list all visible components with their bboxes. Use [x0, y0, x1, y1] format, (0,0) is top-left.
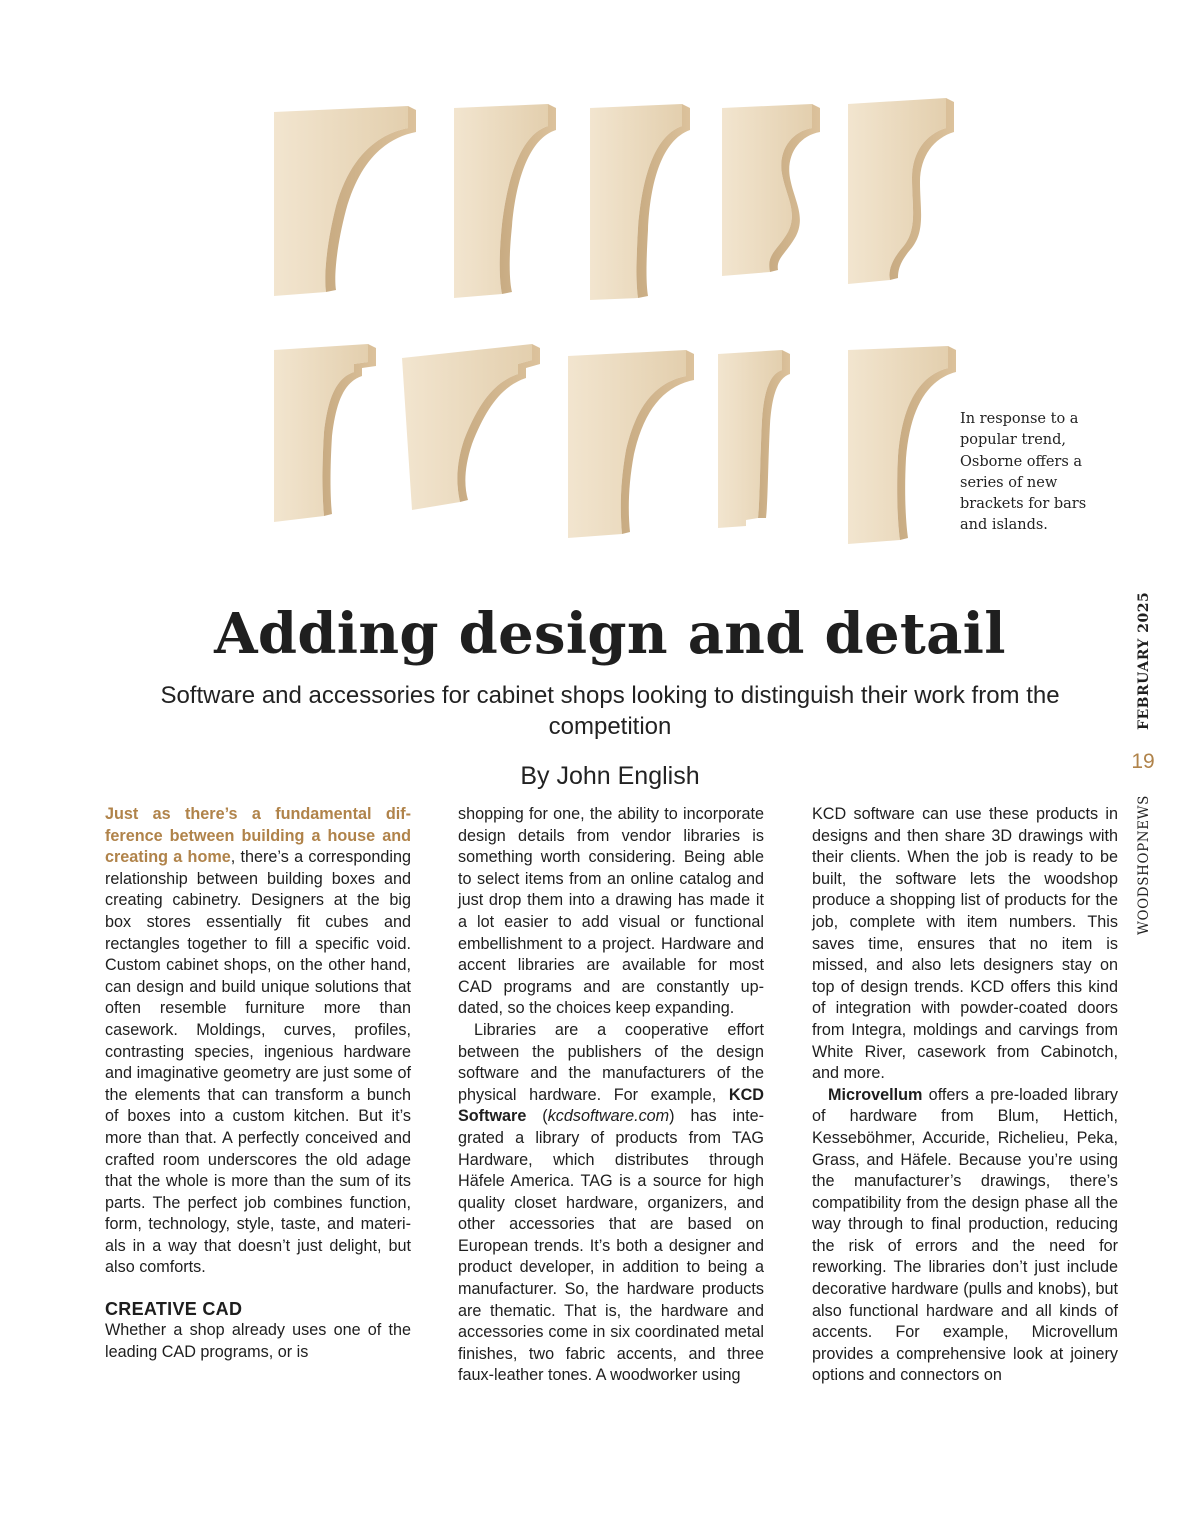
bracket-6 [274, 344, 376, 522]
website: kcdsoftware.com [547, 1107, 670, 1126]
paragraph: shopping for one, the ability to incorporate design details from vendor libraries is something worth considering. Being able to select items from an online catalog and just drop them into a drawing has made it a lot easier to add visual or functional embellishment to a project. Hardware and accent libraries are available for most CAD programs and are constantly updated, so the choices keep expanding. [458, 805, 764, 1018]
bracket-4 [722, 104, 820, 276]
bracket-7 [402, 344, 540, 510]
subheadline: Software and accessories for cabinet shops looking to distinguish their work from the competition [160, 682, 1060, 740]
bracket-8 [568, 350, 694, 538]
text-run: ( [526, 1107, 548, 1126]
paragraph [812, 1085, 1118, 1387]
page-number: 19 [1131, 750, 1155, 773]
bracket-3 [590, 104, 690, 300]
text-run: offers a pre-loaded library of hardware from Blum, Hettich, Kesseböhmer, Accuride, Richelieu, Peka, Grass, and Häfele. Because you’re using the manufacturer’s drawings, there’s compatibility from the design phase all the way through to final production, reducing the risk of errors and the need for reworking. The libraries don’t just include decorative hardware (pulls and knobs), but also functional hardware and all kinds of accents. For example, Microvellum provides a comprehensive look at joinery options and connectors on [812, 1085, 1118, 1385]
issue-date: FEBRUARY 2025 [1136, 591, 1152, 730]
article-column-1 [105, 804, 411, 1363]
section-heading: CREATIVE CAD [105, 1299, 243, 1320]
bracket-10 [848, 346, 956, 544]
bracket-9 [718, 350, 790, 528]
bracket-5 [848, 98, 954, 284]
bracket-1 [274, 106, 416, 296]
brackets-photo [262, 98, 962, 548]
company-name: Microvellum [828, 1085, 923, 1104]
page-folio [1130, 590, 1160, 935]
article-column-3 [812, 804, 1118, 1387]
intro-text: , there’s a corresponding relationship between building boxes and creating cabinetry. Designers at the big box stores essentially fit cubes and rectangles together to fill a specific void. Custom cabinet shops, on the other hand, can design and build unique solutions that often resemble furniture more than casework. Moldings, curves, profiles, contrasting species, ingenious hardware and imaginative geometry are just some of the elements that can transform a bunch of boxes into a custom kitchen. But it’s more than that. A perfectly conceived and crafted room underscores the old adage that the whole is more than the sum of its parts. The perfect job combines function, form, technology, style, taste, and materials in a way that doesn’t just delight, but also comforts. [105, 848, 411, 1277]
magazine-name: WOODSHOPNEWS [1136, 795, 1152, 935]
text-run: ) has integrated a library of products from TAG Hardware, which distributes through Häfele America. TAG is a source for high quality closet hardware, organizers, and other accessories that are based on European trends. It’s both a designer and product developer, in addition to being a manufacturer. So, the hardware products are thematic. That is, the hardware and accessories come in six coordinated metal finishes, two fabric accents, and three faux-leather tones. A woodworker using [458, 1107, 764, 1385]
paragraph: KCD software can use these products in designs and then share 3D drawings with their clients. When the job is ready to be built, the software lets the woodshop produce a shopping list of products for the job, complete with item numbers. This saves time, ensures that no item is missed, and also lets designers stay on top of design trends. KCD offers this kind of integration with powder-coated doors from Integra, moldings and carvings from White River, casework from Cabinotch, and more. [812, 805, 1118, 1083]
byline: By John English [520, 762, 700, 790]
paragraph [458, 1020, 764, 1387]
intro-paragraph [105, 804, 411, 1279]
bracket-2 [454, 104, 556, 298]
headline: Adding design and detail [214, 601, 1006, 667]
article-column-2 [458, 804, 764, 1387]
text-run: Libraries are a cooperative effort between the publishers of the design software and the manufacturers of the physical hardware. For example, [458, 1020, 764, 1104]
photo-caption: In response to a popular trend, Osborne offers a series of new brackets for bars and islands. [960, 411, 1087, 534]
paragraph: Whether a shop already uses one of the leading CAD programs, or is [105, 1321, 411, 1361]
company-name: KCD Software [458, 1085, 764, 1126]
lead-in: Just as there’s a fundamental difference between building a house and creating a home [105, 805, 411, 867]
